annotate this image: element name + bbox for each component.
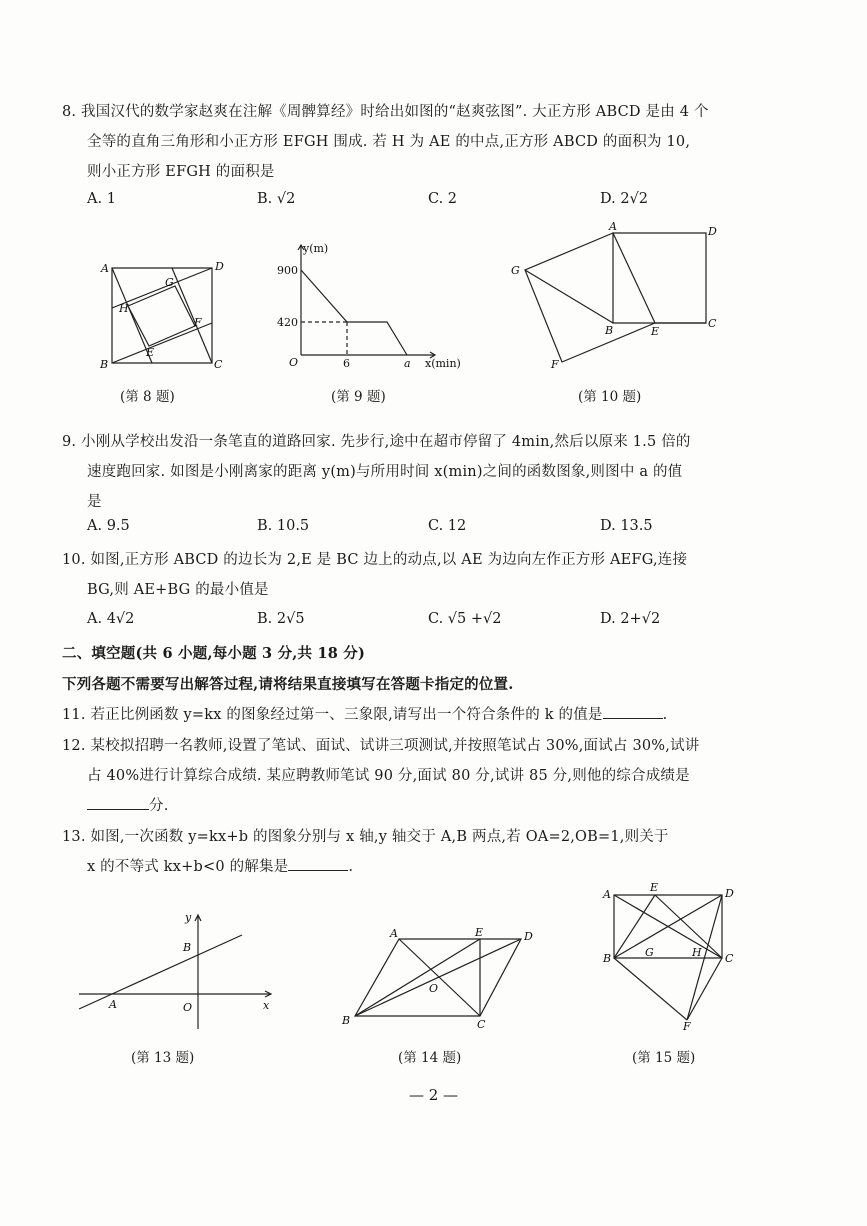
- q9-option-a: A. 9.5: [87, 518, 130, 534]
- fig9-y-tick-420: 420: [277, 316, 298, 329]
- fig13-label-b: B: [183, 941, 192, 954]
- q8-option-a: A. 1: [87, 191, 116, 207]
- fig14-label-e: E: [475, 926, 484, 939]
- fig9-origin-label: O: [289, 356, 299, 369]
- fig14-label-c: C: [477, 1018, 486, 1031]
- q12-answer-blank: [87, 795, 149, 811]
- fig8-label-h: H: [119, 302, 129, 315]
- fig9-x-axis-label: x(min): [425, 357, 461, 370]
- q8-line-3: 则小正方形 EFGH 的面积是: [87, 164, 275, 180]
- fig8-label-d: D: [215, 260, 224, 273]
- q11-end: .: [662, 707, 668, 723]
- figure-13-caption: (第 13 题): [131, 1050, 195, 1066]
- fig15-label-g: G: [645, 946, 654, 959]
- fig13-label-o: O: [183, 1001, 193, 1014]
- fig8-label-g: G: [165, 276, 174, 289]
- fig13-label-x: x: [263, 999, 270, 1012]
- figure-14-diagram: [335, 920, 540, 1035]
- q8-line-1: 8. 我国汉代的数学家赵爽在注解《周髀算经》时给出如图的“赵爽弦图”. 大正方形 ABCD 是由 4 个: [62, 104, 709, 120]
- q9-option-c: C. 12: [428, 518, 467, 534]
- figure-9-graph: [275, 240, 461, 370]
- q9-option-d: D. 13.5: [600, 518, 653, 534]
- q13-line-1: 13. 如图,一次函数 y=kx+b 的图象分别与 x 轴,y 轴交于 A,B 两点,若 OA=2,OB=1,则关于: [62, 829, 669, 845]
- fig15-label-h: H: [692, 946, 702, 959]
- fig10-label-c: C: [708, 317, 717, 330]
- fig15-label-d: D: [725, 887, 734, 900]
- fig10-label-f: F: [551, 358, 559, 371]
- q11-line: [62, 703, 667, 724]
- figure-9-caption: (第 9 题): [331, 389, 386, 405]
- fig15-label-b: B: [603, 952, 612, 965]
- fig14-label-b: B: [342, 1014, 351, 1027]
- fig9-y-tick-900: 900: [277, 264, 298, 277]
- q12-line-1: 12. 某校拟招聘一名教师,设置了笔试、面试、试讲三项测试,并按照笔试占 30%,面试占 30%,试讲: [62, 738, 700, 754]
- page-number: — 2 —: [408, 1086, 459, 1104]
- q11-answer-blank: [603, 704, 663, 720]
- fig15-label-e: E: [650, 881, 659, 894]
- q12-line-3: [87, 794, 169, 815]
- q9-line-1: 9. 小刚从学校出发沿一条笔直的道路回家. 先步行,途中在超市停留了 4min,然后以原来 1.5 倍的: [62, 434, 691, 450]
- q13-answer-blank: [288, 856, 348, 872]
- q10-option-b: B. 2√5: [257, 611, 305, 627]
- figure-15-caption: (第 15 题): [632, 1050, 696, 1066]
- figure-13-graph: [75, 905, 280, 1035]
- q9-line-2: 速度跑回家. 如图是小刚离家的距离 y(m)与所用时间 x(min)之间的函数图象,则图中 a 的值: [87, 464, 683, 480]
- q12-end: 分.: [149, 798, 169, 814]
- fig10-label-g: G: [511, 264, 520, 277]
- fig15-label-a: A: [603, 888, 611, 901]
- figure-8-caption: (第 8 题): [120, 389, 175, 405]
- figure-10-caption: (第 10 题): [578, 389, 642, 405]
- fig14-label-d: D: [524, 930, 533, 943]
- figure-15-diagram: [595, 880, 750, 1035]
- fig8-label-b: B: [100, 358, 109, 371]
- q9-line-3: 是: [87, 494, 102, 510]
- q10-line-1: 10. 如图,正方形 ABCD 的边长为 2,E 是 BC 边上的动点,以 AE 为边向左作正方形 AEFG,连接: [62, 552, 688, 568]
- q9-option-b: B. 10.5: [257, 518, 310, 534]
- q12-line-2: 占 40%进行计算综合成绩. 某应聘教师笔试 90 分,面试 80 分,试讲 85 分,则他的综合成绩是: [87, 768, 690, 784]
- figure-10-diagram: [505, 220, 730, 370]
- fig8-label-e: E: [146, 346, 155, 359]
- fig15-label-f: F: [683, 1020, 691, 1033]
- q10-option-a: A. 4√2: [87, 611, 135, 627]
- fig8-label-f: F: [194, 316, 202, 329]
- fig9-x-tick-a: a: [404, 357, 411, 370]
- section-2-title: 二、填空题(共 6 小题,每小题 3 分,共 18 分): [62, 645, 366, 662]
- fig13-label-y: y: [185, 911, 192, 924]
- fig10-label-b: B: [605, 324, 614, 337]
- q8-option-c: C. 2: [428, 191, 458, 207]
- figure-14-caption: (第 14 题): [398, 1050, 462, 1066]
- q10-line-2: BG,则 AE+BG 的最小值是: [87, 582, 269, 598]
- fig9-y-axis-label: y(m): [303, 242, 329, 255]
- fig13-label-a: A: [109, 998, 117, 1011]
- fig15-label-c: C: [725, 952, 734, 965]
- fig10-label-a: A: [609, 220, 617, 233]
- q8-option-d: D. 2√2: [600, 191, 649, 207]
- q8-line-2: 全等的直角三角形和小正方形 EFGH 围成. 若 H 为 AE 的中点,正方形 ABCD 的面积为 10,: [87, 134, 691, 150]
- section-2-instruction: 下列各题不需要写出解答过程,请将结果直接填写在答题卡指定的位置.: [62, 676, 514, 693]
- fig8-label-c: C: [214, 358, 223, 371]
- fig14-label-a: A: [390, 927, 398, 940]
- fig9-x-tick-6: 6: [343, 357, 350, 370]
- q11-text: 11. 若正比例函数 y=kx 的图象经过第一、三象限,请写出一个符合条件的 k 的值是: [62, 707, 603, 723]
- q13-line-2: [87, 855, 353, 876]
- fig8-label-a: A: [101, 262, 109, 275]
- q13-end: .: [348, 859, 354, 875]
- q10-option-c: C. √5 +√2: [428, 611, 502, 627]
- q8-option-b: B. √2: [257, 191, 296, 207]
- fig14-label-o: O: [429, 982, 439, 995]
- figure-8-diagram: [95, 258, 235, 373]
- q10-option-d: D. 2+√2: [600, 611, 661, 627]
- fig10-label-e: E: [651, 325, 660, 338]
- q13-text: x 的不等式 kx+b<0 的解集是: [87, 859, 289, 875]
- fig10-label-d: D: [708, 225, 717, 238]
